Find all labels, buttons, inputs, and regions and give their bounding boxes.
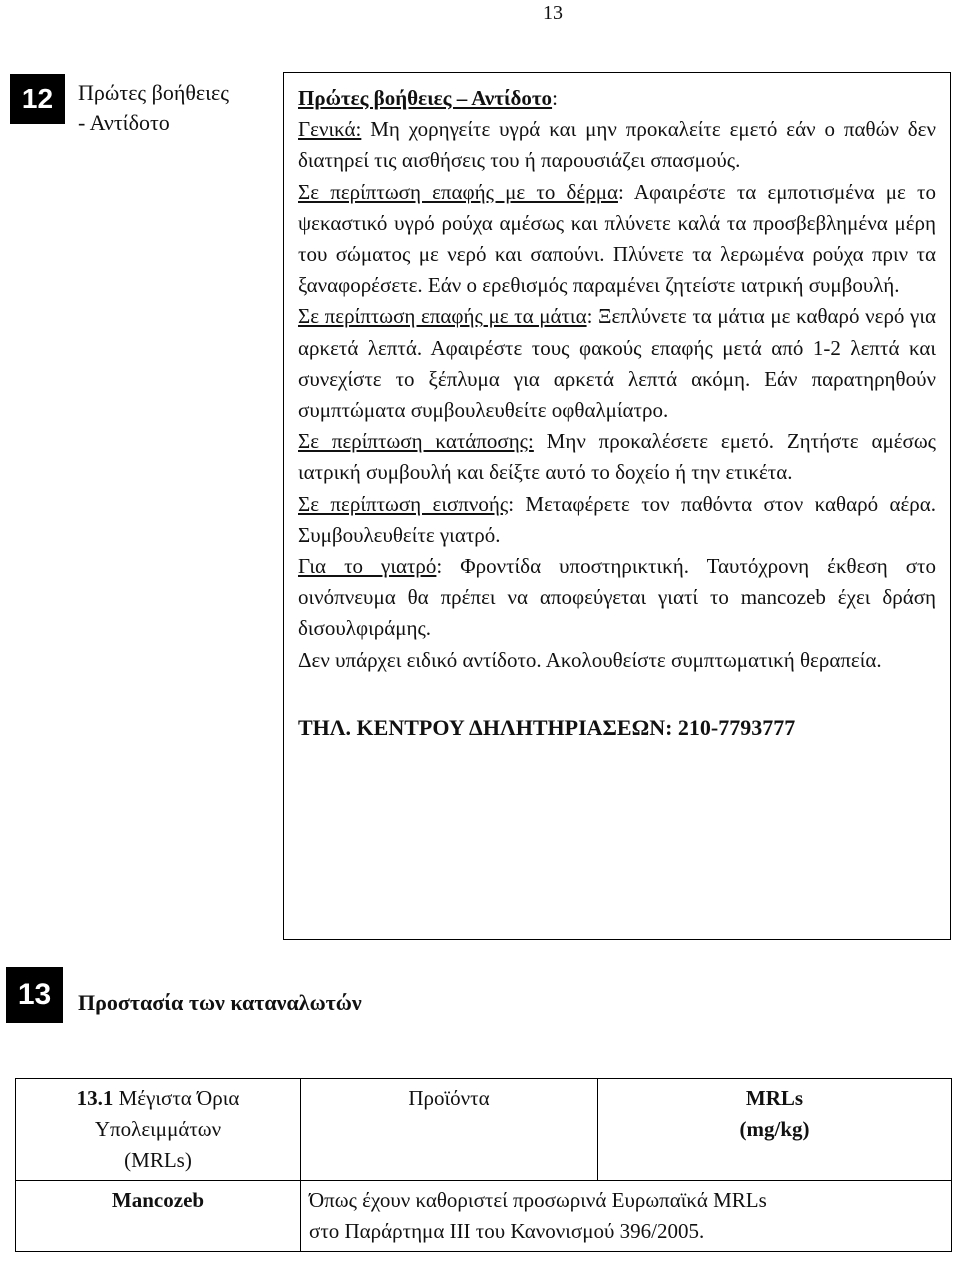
col-header-mrls-line-1: MRLs <box>745 1086 804 1110</box>
inhalation-label: Σε περίπτωση εισπνοής <box>298 491 509 516</box>
doctor-label: Για το γιατρό <box>298 554 437 579</box>
section-12-side-title <box>78 78 229 138</box>
first-aid-heading-colon: : <box>552 86 558 110</box>
col-header-mrls-line-2: (mg/kg) <box>739 1117 810 1141</box>
eyes-text: : Ξεπλύνετε τα μάτια με καθαρό νερό για αρκετά λεπτά. Αφαιρέστε τους φακούς επαφής μετά από 1-2 λεπτά και συνεχίστε το ξέπλυμα για αρκετά λεπτά ακόμη. Εάν παρατηρηθούν συμπτώματα συμβουλευθείτε οφθαλμίατρο. <box>298 304 936 423</box>
page-number: 13 <box>543 2 563 24</box>
table-row <box>16 1181 952 1252</box>
section-12-title-line-1: Πρώτες βοήθειες <box>78 80 229 105</box>
ingestion-label: Σε περίπτωση κατάποσης: <box>298 429 534 454</box>
poison-center-phone: ΤΗΛ. ΚΕΝΤΡΟΥ ΔΗΛΗΤΗΡΙΑΣΕΩΝ: 210-7793777 <box>298 714 796 740</box>
inhalation-paragraph <box>298 489 936 551</box>
section-13-title: Προστασία των καταναλωτών <box>78 990 362 1015</box>
ingestion-text: Μην προκαλέσετε εμετό. Ζητήστε αμέσως ιατρική συμβουλή και δείξτε αυτό το δοχείο ή την ετικέτα. <box>298 429 936 485</box>
skin-paragraph <box>298 177 936 302</box>
first-aid-box <box>283 72 951 940</box>
mrl-table <box>15 1078 952 1252</box>
section-12-number-badge: 12 <box>10 74 65 124</box>
doctor-paragraph <box>298 551 936 645</box>
mrl-subsection-number: 13.1 <box>76 1086 114 1110</box>
inhalation-text: : Μεταφέρετε τον παθόντα στον καθαρό αέρα. Συμβουλευθείτε γιατρό. <box>298 491 936 547</box>
eyes-paragraph <box>298 301 936 426</box>
eyes-label: Σε περίπτωση επαφής με τα μάτια <box>298 304 587 329</box>
substance-cell: Mancozeb <box>16 1181 301 1252</box>
general-text: Μη χορηγείτε υγρά και μην προκαλείτε εμετό εάν ο παθών δεν διατηρεί τις αισθήσεις του ή παρουσιάζει σπασμούς. <box>298 117 936 173</box>
mrl-subsection-line-1 <box>24 1083 292 1114</box>
mrl-description-line-2: στο Παράρτημα ΙΙΙ του Κανονισμού 396/2005. <box>309 1219 705 1243</box>
mrl-subsection-line-2: Υπολειμμάτων <box>94 1117 222 1141</box>
mrl-subsection-cell <box>16 1079 301 1181</box>
skin-text: : Αφαιρέστε τα εμποτισμένα με το ψεκαστικό υγρό ρούχα αμέσως και πλύνετε καλά τα προσβεβλημένα μέρη του σώματος με νερό και σαπούνι. Πλύνετε τα λερωμένα ρούχα πριν τα ξαναφορέσετε. Εάν ο ερεθισμός παραμένει ζητείστε ιατρική συμβουλή. <box>298 179 936 298</box>
section-13-number-badge: 13 <box>6 967 63 1023</box>
mrl-table-header-row <box>16 1079 952 1181</box>
section-12-title-line-2: - Αντίδοτο <box>78 110 170 135</box>
ingestion-paragraph <box>298 426 936 488</box>
general-label: Γενικά: <box>298 117 362 142</box>
mrl-subsection-title: Μέγιστα Όρια <box>113 1086 240 1110</box>
mrl-description-line-1: Όπως έχουν καθοριστεί προσωρινά Ευρωπαϊκά MRLs <box>309 1188 767 1212</box>
antidote-paragraph: Δεν υπάρχει ειδικό αντίδοτο. Ακολουθείστε συμπτωματική θεραπεία. <box>298 647 882 672</box>
mrl-subsection-line-3: (MRLs) <box>124 1148 192 1172</box>
first-aid-heading <box>298 83 936 114</box>
col-header-mrls <box>598 1079 952 1181</box>
doctor-text: : Φροντίδα υποστηρικτική. Ταυτόχρονη έκθεση στο οινόπνευμα θα πρέπει να αποφεύγεται γιατί το mancozeb έχει δράση δισουλφιράμης. <box>298 554 936 641</box>
first-aid-heading-text: Πρώτες βοήθειες – Αντίδοτο <box>298 86 553 110</box>
mrl-description-cell <box>301 1181 952 1252</box>
general-paragraph <box>298 114 936 176</box>
skin-label: Σε περίπτωση επαφής με το δέρμα <box>298 179 618 204</box>
col-header-products: Προϊόντα <box>301 1079 598 1181</box>
